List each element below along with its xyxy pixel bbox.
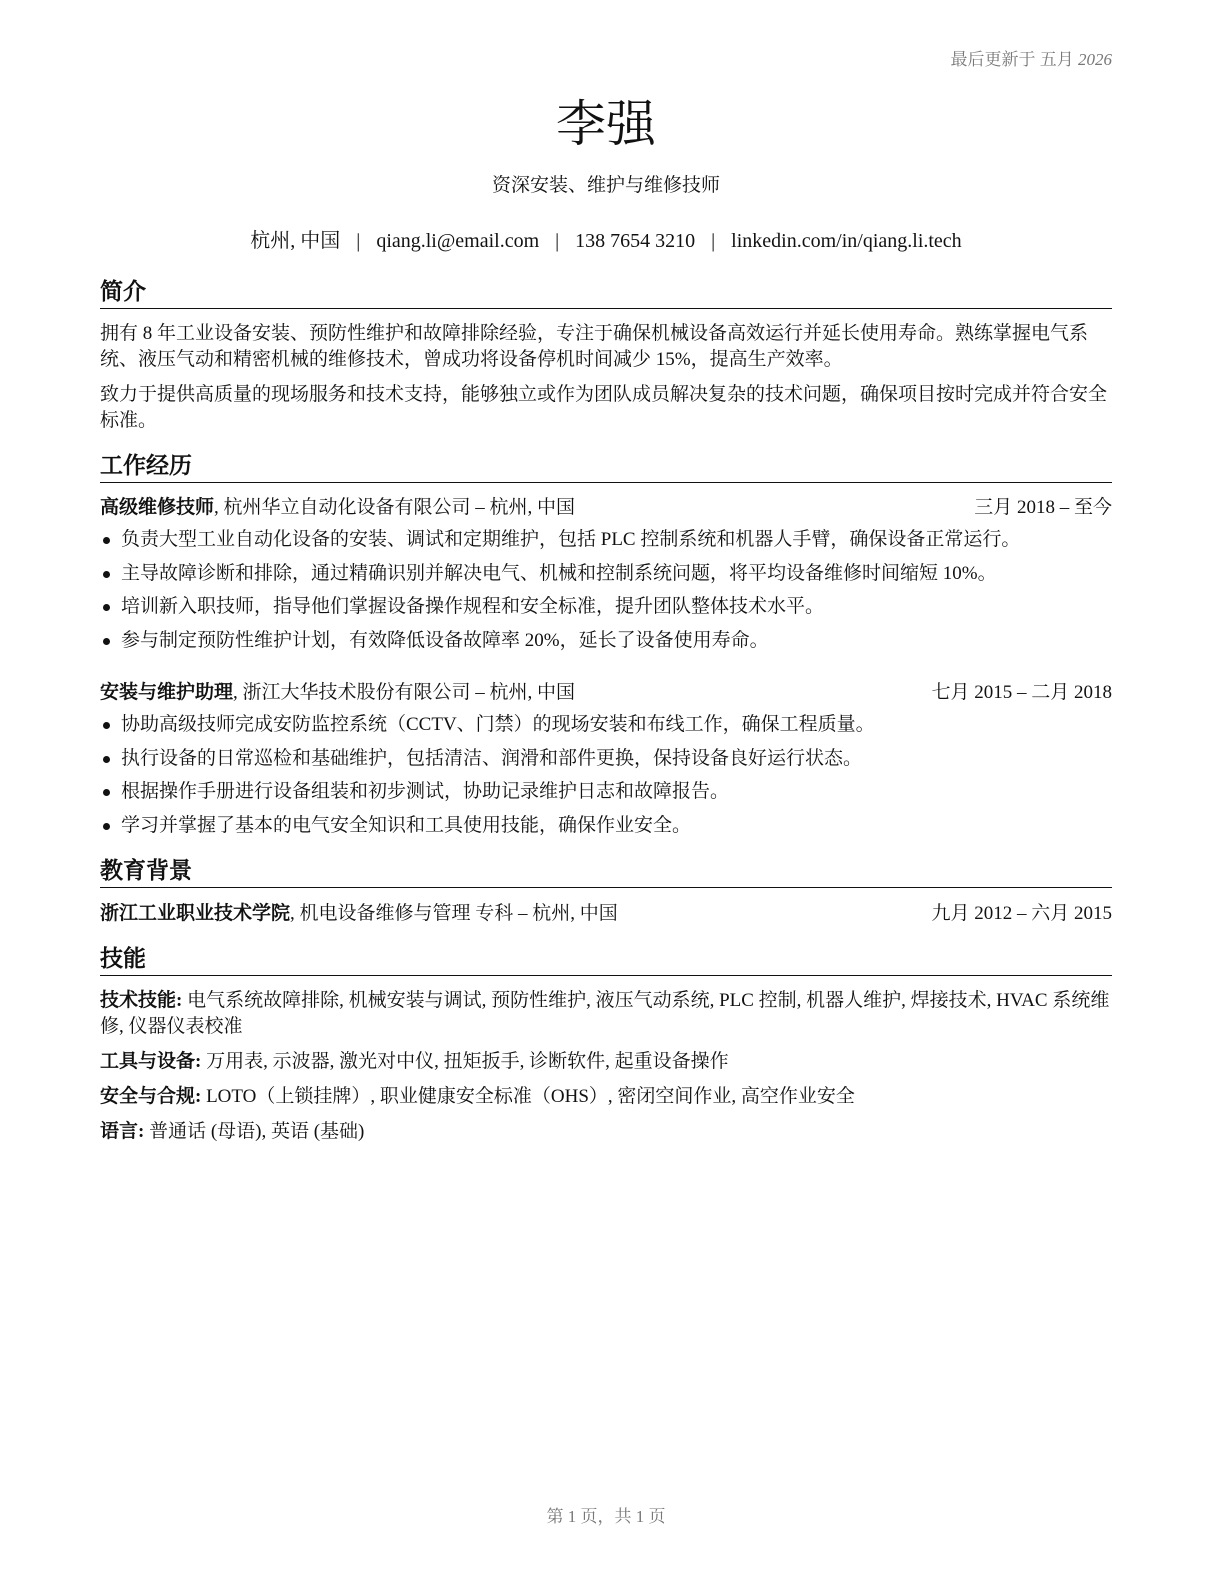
job-role: 高级维修技师	[100, 497, 215, 518]
summary-paragraph: 拥有 8 年工业设备安装、预防性维护和故障排除经验，专注于确保机械设备高效运行并延长使用寿命。熟练掌握电气系统、液压气动和精密机械的维修技术，曾成功将设备停机时间减少 15%，提高生产效率。	[100, 323, 1089, 370]
list-item: 培训新入职技师，指导他们掌握设备操作规程和安全标准，提升团队整体技术水平。	[100, 594, 1112, 620]
contact-line	[100, 224, 1112, 253]
contact-linkedin[interactable]: linkedin.com/in/qiang.li.tech	[731, 230, 962, 252]
skill-line	[100, 1049, 1112, 1075]
last-updated-label: 最后更新于 五月	[950, 50, 1074, 69]
skill-label: 工具与设备:	[100, 1051, 202, 1072]
skill-line	[100, 1084, 1112, 1110]
page-number: 第 1 页，共 1 页	[546, 1507, 666, 1526]
job-company: , 杭州华立自动化设备有限公司 – 杭州, 中国	[214, 497, 576, 518]
list-item: 学习并掌握了基本的电气安全知识和工具使用技能，确保作业安全。	[100, 813, 1112, 839]
job-dates: 七月 2015 – 二月 2018	[931, 682, 1112, 703]
contact-separator: |	[356, 230, 361, 252]
skill-line	[100, 1119, 1112, 1145]
job-bullets	[100, 712, 1112, 846]
list-item: 负责大型工业自动化设备的安装、调试和定期维护，包括 PLC 控制系统和机器人手臂，确保设备正常运行。	[100, 527, 1112, 553]
resume-page	[100, 0, 1112, 1584]
contact-separator: |	[711, 230, 716, 252]
summary-paragraph: 致力于提供高质量的现场服务和技术支持，能够独立或作为团队成员解决复杂的技术问题，确保项目按时完成并符合安全标准。	[100, 384, 1108, 431]
section-title-experience: 工作经历	[100, 451, 1112, 483]
skill-value: LOTO（上锁挂牌）, 职业健康安全标准（OHS）, 密闭空间作业, 高空作业安全	[206, 1086, 855, 1107]
job-header	[100, 495, 1112, 521]
skill-label: 安全与合规:	[100, 1086, 202, 1107]
list-item: 协助高级技师完成安防监控系统（CCTV、门禁）的现场安装和布线工作，确保工程质量。	[100, 712, 1112, 738]
skill-label: 技术技能:	[100, 990, 183, 1011]
job-bullets	[100, 527, 1112, 661]
contact-phone: 138 7654 3210	[575, 230, 696, 252]
skill-value: 万用表, 示波器, 激光对中仪, 扭矩扳手, 诊断软件, 起重设备操作	[206, 1051, 729, 1072]
skill-value: 电气系统故障排除, 机械安装与调试, 预防性维护, 液压气动系统, PLC 控制, 机器人维护, 焊接技术, HVAC 系统维修, 仪器仪表校准	[100, 990, 1110, 1037]
section-title-education: 教育背景	[100, 856, 1112, 888]
education-entry	[100, 901, 1112, 927]
candidate-name: 李强	[556, 95, 656, 153]
job-dates: 三月 2018 – 至今	[974, 497, 1112, 518]
section-title-summary: 简介	[100, 277, 1112, 309]
contact-email[interactable]: qiang.li@email.com	[376, 230, 540, 252]
last-updated	[951, 45, 1113, 70]
list-item: 参与制定预防性维护计划，有效降低设备故障率 20%，延长了设备使用寿命。	[100, 628, 1112, 654]
section-title-skills: 技能	[100, 944, 1112, 976]
job-title: 资深安装、维护与维修技师	[491, 175, 720, 196]
contact-location: 杭州, 中国	[250, 230, 341, 252]
education-detail: , 机电设备维修与管理 专科 – 杭州, 中国	[290, 903, 618, 924]
education-dates: 九月 2012 – 六月 2015	[931, 903, 1112, 924]
last-updated-year: 2026	[1078, 50, 1112, 69]
job-role: 安装与维护助理	[100, 682, 234, 703]
skill-label: 语言:	[100, 1121, 145, 1142]
job-company: , 浙江大华技术股份有限公司 – 杭州, 中国	[233, 682, 576, 703]
list-item: 执行设备的日常巡检和基础维护，包括清洁、润滑和部件更换，保持设备良好运行状态。	[100, 746, 1112, 772]
school-name: 浙江工业职业技术学院	[100, 903, 291, 924]
skill-line	[100, 988, 1112, 1040]
skill-value: 普通话 (母语), 英语 (基础)	[149, 1121, 365, 1142]
job-header	[100, 680, 1112, 706]
list-item: 主导故障诊断和排除，通过精确识别并解决电气、机械和控制系统问题，将平均设备维修时间缩短 10%。	[100, 561, 1112, 587]
list-item: 根据操作手册进行设备组装和初步测试，协助记录维护日志和故障报告。	[100, 779, 1112, 805]
contact-separator: |	[555, 230, 560, 252]
